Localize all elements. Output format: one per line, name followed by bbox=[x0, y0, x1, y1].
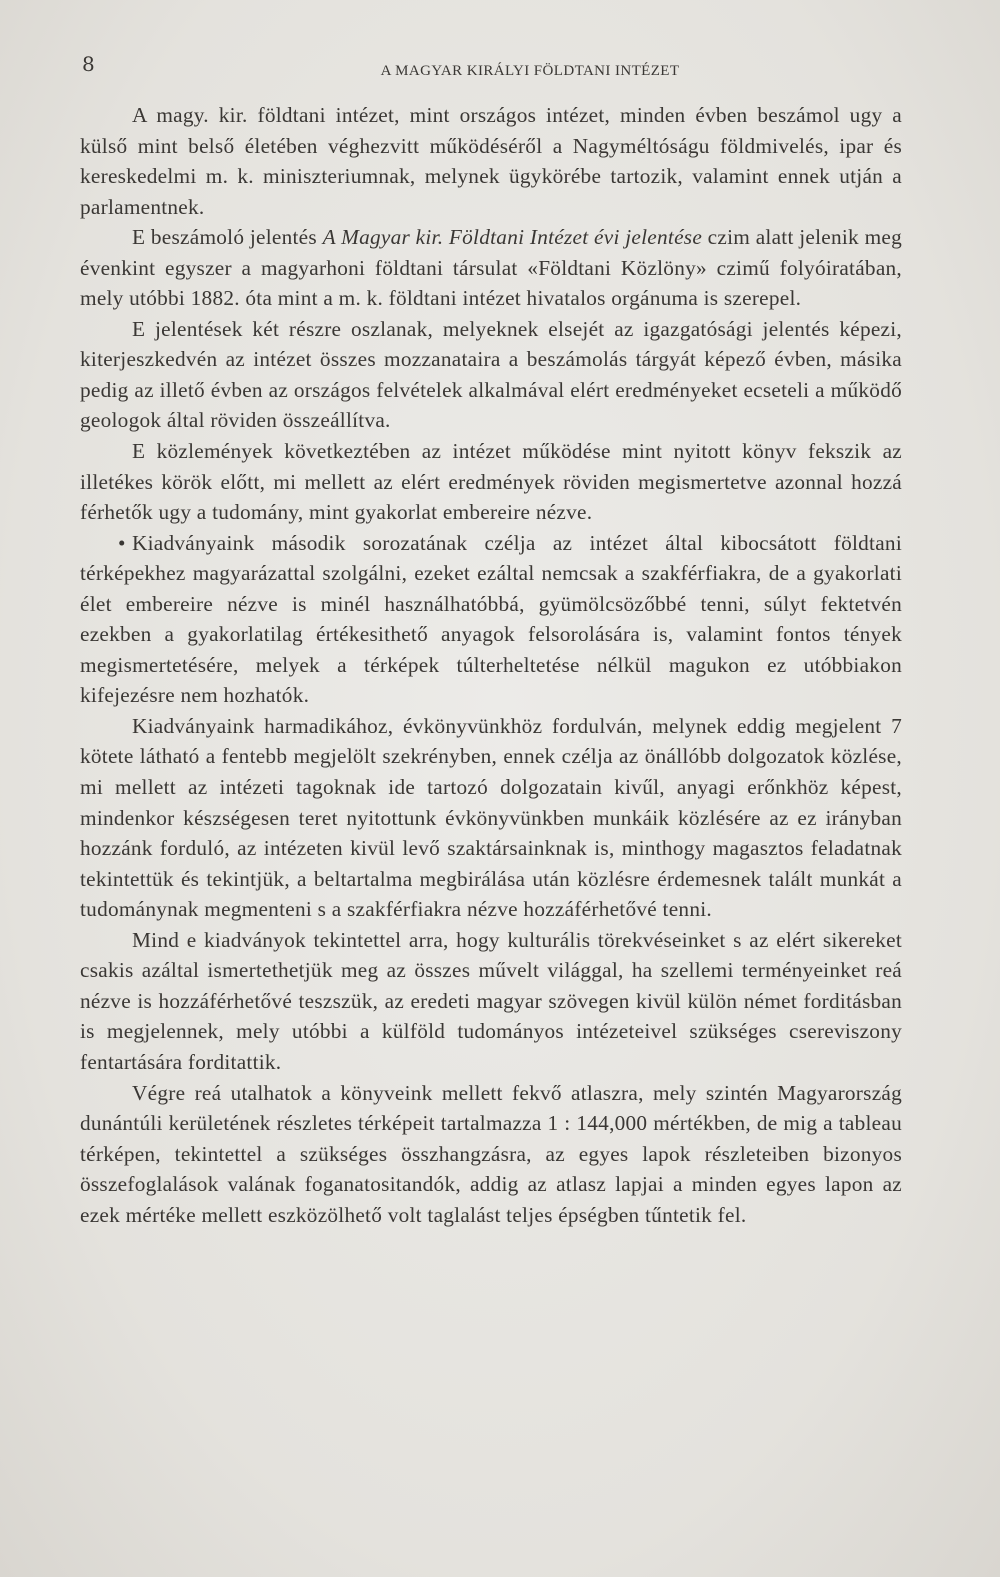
report-title-italic: A Magyar kir. Földtani Intézet évi jelentése bbox=[322, 225, 703, 250]
page-number: 8 bbox=[82, 52, 95, 76]
paragraph-4: E közlemények következtében az intézet működése mint nyitott könyv fekszik az illetékes körök előtt, mi mellett az elért eredmények röviden megismertetve azonnal hozzá férhetők ugy a tudomány, mint gyakorlat embereire nézve. bbox=[80, 439, 902, 525]
paragraph-6: Kiadványaink harmadikához, évkönyvünkhöz fordulván, melynek eddig megjelent 7 kötete látható a fentebb megjelölt szekrényben, ennek czélja az önállóbb dolgozatok közlése, mi mellett az intézeti tagoknak ide tartozó dolgozatain kivűl, anyagi erőnkhöz képest, mindenkor készségesen teret nyitottunk évkönyvünkben munkáik közlésére az ez irányban hozzánk forduló, az intézeten kivül levő szaktársainknak is, minthogy magasztos feladatnak tekintettük és tekintjük, a beltartalma megbirálása után közlésre érdemesnek talált munkát a tudománynak megmenteni s a szakférfiakra nézve hozzáférhetővé tenni. bbox=[80, 713, 902, 922]
paragraph-5: • Kiadványaink második sorozatának czélja az intézet által kibocsátott földtani térképekhez magyarázattal szolgálni, ezeket ezáltal nemcsak a szakférfiakra, de a gyakorlati élet embereire nézve is minél használhatóbbá, gyümölcsözőbbé tenni, súlyt fektetvén ezekben a gyakorlatilag értékesithető anyagok felsorolására is, valamint fontos tények megismertetésére, melyek a térképek túlterheltetése nélkül magukon ez utóbbiakon kifejezésre nem hozhatók. bbox=[80, 530, 902, 708]
paragraph-2-lead: E beszámoló jelentés bbox=[132, 225, 323, 250]
paragraph-8: Végre reá utalhatok a könyveink mellett fekvő atlaszra, mely szintén Magyarország dunántúli kerületének részletes térképeit tartalmazza 1 : 144,000 mértékben, de mig a tableau térképen, tekintettel a szükséges összhangzásra, az egyes lapok részleteiben bizonyos összefoglalások valának foganatositandók, addig az atlasz lapjai a minden egyes lapon az ezek mértéke mellett eszközölhető volt taglalást teljes épségben tűntetik fel. bbox=[80, 1080, 902, 1227]
paragraph-5-text: Kiadványaink második sorozatának czélja az intézet által kibocsátott földtani térképekhez magyarázattal szolgálni, ezeket ezáltal nemcsak a szakférfiakra, de a gyakorlati élet embereire nézve is minél használhatóbbá, gyümölcsözőbbé tenni, súlyt fektetvén ezekben a gyakorlatilag értékesithető anyagok felsorolására is, valamint fontos tények megismertetésére, melyek a térképek túlterheltetése nélkül magukon ez utóbbiakon kifejezésre nem hozhatók. bbox=[80, 530, 902, 708]
body-text bbox=[80, 100, 902, 1230]
paragraph-1: A magy. kir. földtani intézet, mint országos intézet, minden évben beszámol ugy a külső mint belső életében véghezvitt működéséről a Nagyméltóságu földmivelés, ipar és kereskedelmi m. k. miniszteriumnak, melynek ügykörébe tartozik, valamint ennek utján a parlamentnek. bbox=[80, 103, 902, 219]
paragraph-2 bbox=[80, 222, 902, 314]
paragraph-7: Mind e kiadványok tekintettel arra, hogy kulturális törekvéseinket s az elért sikereket csakis azáltal ismertethetjük meg az összes művelt világgal, ha szellemi terményeinket reá nézve is hozzáférhetővé teszszük, az eredeti magyar szövegen kivül külön német forditásban is megjelennek, mely utóbbi a külföld tudományos intézeteivel szükséges csereviszony fentartására forditattik. bbox=[80, 927, 902, 1074]
running-head: A MAGYAR KIRÁLYI FÖLDTANI INTÉZET bbox=[380, 63, 680, 79]
paragraph-2-rest: czim alatt jelenik meg évenkint egyszer a magyarhoni földtani társulat «Földtani Közlöny» czimű folyóiratában, mely utóbbi 1882. óta mint a m. k. földtani intézet hivatalos orgánuma is szerepel. bbox=[80, 225, 903, 311]
paragraph-3: E jelentések két részre oszlanak, melyeknek elsejét az igazgatósági jelentés képezi, kiterjeszkedvén az intézet összes mozzanataira a beszámolás tárgyát képező évben, másika pedig az illető évben az országos felvételek alkalmával elért eredményeket ecseteli a működő geologok által röviden összeállítva. bbox=[80, 316, 902, 433]
